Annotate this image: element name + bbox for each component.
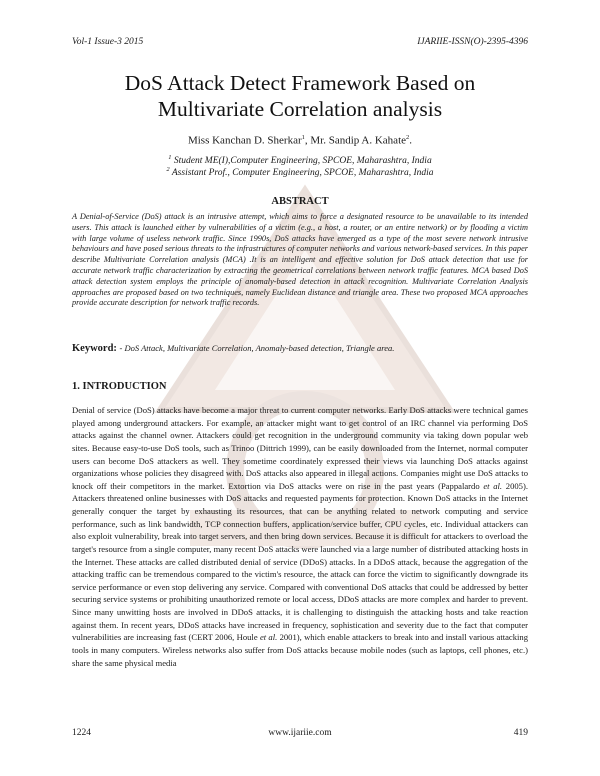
affiliation-1-text: Student ME(I),Computer Engineering, SPCOE, Maharashtra, India xyxy=(171,156,432,167)
abstract-heading: ABSTRACT xyxy=(271,196,329,207)
intro-text-part-2: 2005). Attackers threatened online businesses with DoS attacks and requested payments for protection. Known DoS attacks in the Internet generally conquer the target by exhausting its resources, that can be anything related to network computing and service performance, such as link bandwidth, TCP connection buffers, application/service buffer, CPU cycles, etc. Individual attackers can also exploit vulnerability, break into target servers, and then bring down services. Because it is difficult for attackers to overload the target's resource from a single computer, many recent DoS attacks were launched via a large number of distributed attacking hosts in the Internet. These attacks are called distributed denial of service (DDoS) attacks. In a DDoS attack, because the aggregation of the attacking traffic can be tremendous compared to the victim's resource, the attack can force the victim to significantly downgrade its service performance or even stop delivering any service. Compared with conventional DoS attacks that could be addressed by better securing service systems or prohibiting unauthorized remote or local access, DDoS attacks are more complex and harder to prevent. Since many unwitting hosts are involved in DDoS attacks, it is challenging to distinguish the attacking hosts and take reaction against them. In recent years, DDoS attacks have increased in frequency, sophistication and severity due to the fact that computer vulnerabilities are increasing fast (CERT 2006, Houle xyxy=(72,480,528,643)
paper-title-line-2: Multivariate Correlation analysis xyxy=(157,97,443,121)
footer-website-link[interactable]: www.ijariie.com xyxy=(268,728,332,738)
paper-title xyxy=(60,70,540,122)
intro-text-part-3: 2001), which enable attackers to break into and install various attacking tools in many computers. Wireless networks also suffer from DoS attacks because mobile nodes (such as laptops, cell phones, etc.) share the same physical media xyxy=(72,632,529,668)
journal-issn-header: IJARIIE-ISSN(O)-2395-4396 xyxy=(417,37,528,47)
keywords-label: Keyword: xyxy=(72,343,120,354)
affiliation-2-mark: 2 xyxy=(166,166,170,173)
intro-citation-etal-2: et al. xyxy=(259,632,278,643)
journal-volume-header: Vol-1 Issue-3 2015 xyxy=(72,37,144,47)
author-2-affiliation-mark: 2 xyxy=(406,134,410,141)
intro-text-part-1: Denial of service (DoS) attacks have become a major threat to current computer networks. Early DoS attacks were technical games played among underground attackers. For example, an attacker might want to get control of an IRC channel via performing DoS attacks against the channel owner. Attackers could get recognition in the underground community via taking down popular web sites. Because easy-to-use DoS tools, such as Trinoo (Dittrich 1999), can be easily downloaded from the Internet, normal computer users can become DoS attackers as well. They sometime coordinately expressed their views via launching DoS attacks against organizations whose policies they disagreed with. DoS attacks also appeared in illegal actions. Companies might use DoS attacks to knock off their competitors in the market. Extortion via DoS attacks were on rise in the past years (Pappalardo xyxy=(72,405,528,491)
affiliation-1-mark: 1 xyxy=(168,154,172,161)
affiliation-2-text: Assistant Prof., Computer Engineering, SPCOE, Maharashtra, India xyxy=(169,168,434,179)
footer-paper-id: 1224 xyxy=(72,728,91,738)
author-separator: , xyxy=(304,134,311,147)
affiliation-1 xyxy=(60,154,540,166)
paper-title-line-1: DoS Attack Detect Framework Based on xyxy=(124,71,476,95)
footer-page-number: 419 xyxy=(513,728,528,738)
section-heading-introduction: 1. INTRODUCTION xyxy=(72,381,167,392)
abstract-text: A Denial-of-Service (DoS) attack is an intrusive attempt, which aims to force a designated resource to be unavailable to its intended users. This attack is launched either by vulnerabilities of a victim (e.g., a host, a router, or an entire network) or by flooding a victim with large volume of useless network traffic. Since 1990s, DoS attacks have emerged as a type of the most severe network intrusive behaviours and have posed serious threats to the infrastructures of computer networks and various network-based services. In this paper describe Multivariate Correlation analysis (MCA) .It is an intelligent and effective solution for DoS attack detection that use for accurate network traffic characterization by extracting the geometrical correlations between network traffic features. MCA based DoS attack detection system employs the principle of anomaly-based detection in attack recognition. Multivariate Correlation Analysis approaches are proposed based on two techniques, namely Euclidean distance and triangle area. These two proposed MCA approaches provide accurate description for network traffic records. xyxy=(72,212,528,308)
author-list-end: . xyxy=(409,134,413,147)
keywords-text: - DoS Attack, Multivariate Correlation, Anomaly-based detection, Triangle area. xyxy=(119,343,395,353)
author-list xyxy=(60,134,540,147)
introduction-paragraph xyxy=(72,404,528,669)
keywords xyxy=(72,343,528,354)
author-1-affiliation-mark: 1 xyxy=(301,134,305,141)
author-2: Mr. Sandip A. Kahate xyxy=(310,134,407,147)
intro-citation-etal-1: et al. xyxy=(483,480,503,491)
author-1: Miss Kanchan D. Sherkar xyxy=(187,134,302,147)
affiliation-2 xyxy=(60,166,540,178)
